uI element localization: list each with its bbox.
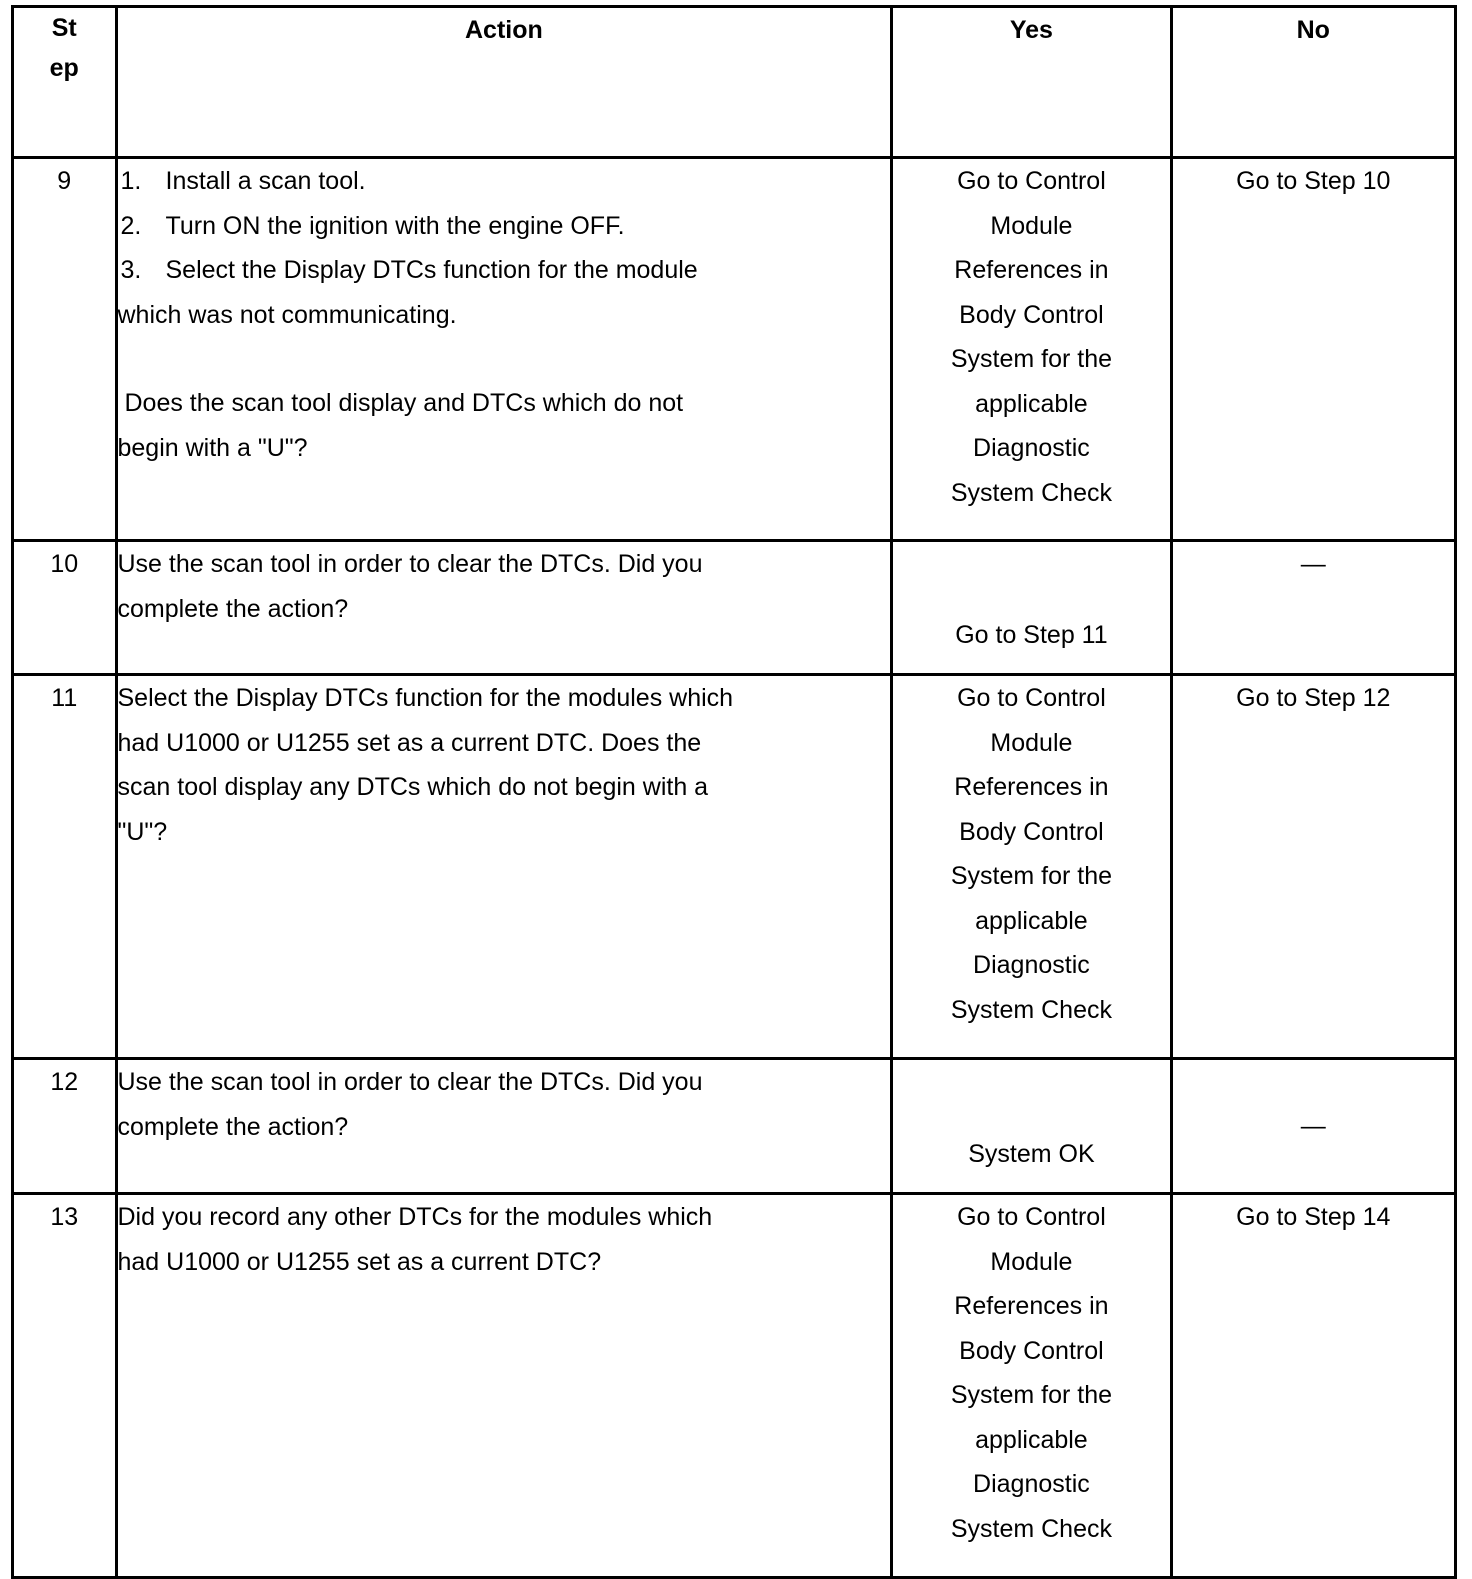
list-item: 3. Select the Display DTCs function for the module <box>120 256 698 284</box>
action-cell: Use the scan tool in order to clear the DTCs. Did you complete the action? <box>116 541 892 675</box>
header-row <box>13 7 1456 158</box>
no-cell: Go to Step 10 <box>1171 158 1455 541</box>
header-step-line2: ep <box>49 54 79 82</box>
diagnostic-table <box>11 5 1457 1579</box>
yes-cell: Go to Control Module References in Body Control System for the applicable Diagnostic System Check <box>892 1194 1171 1578</box>
action-steps-list <box>118 159 891 293</box>
header-step-line1: St <box>51 14 77 42</box>
yes-cell: System OK <box>892 1059 1171 1194</box>
yes-cell: Go to Control Module References in Body Control System for the applicable Diagnostic System Check <box>892 158 1171 541</box>
list-item: 2. Turn ON the ignition with the engine OFF. <box>120 211 625 240</box>
yes-cell: Go to Control Module References in Body Control System for the applicable Diagnostic System Check <box>892 675 1171 1059</box>
header-action: Action <box>116 7 892 158</box>
step-number: 9 <box>13 158 117 541</box>
action-cell: Select the Display DTCs function for the modules which had U1000 or U1255 set as a current DTC. Does the scan tool display any DTCs which do not begin with a "U"? <box>116 675 892 1059</box>
table-row <box>13 1194 1456 1578</box>
yes-cell: Go to Step 11 <box>892 541 1171 675</box>
no-cell: Go to Step 14 <box>1171 1194 1455 1578</box>
table-row <box>13 158 1456 541</box>
header-no: No <box>1171 7 1455 158</box>
table-row <box>13 541 1456 675</box>
action-continuation: which was not communicating. <box>117 300 457 329</box>
list-item: 1. Install a scan tool. <box>120 167 366 195</box>
action-cell: Use the scan tool in order to clear the DTCs. Did you complete the action? <box>116 1059 892 1194</box>
step-number: 11 <box>13 675 117 1059</box>
action-question: Does the scan tool display and DTCs which do not <box>124 389 684 417</box>
header-step <box>13 7 117 158</box>
step-number: 10 <box>13 541 117 675</box>
table-row <box>13 675 1456 1059</box>
table-row <box>13 1059 1456 1194</box>
no-cell: Go to Step 12 <box>1171 675 1455 1059</box>
action-question: begin with a "U"? <box>117 433 308 462</box>
header-yes: Yes <box>892 7 1171 158</box>
no-cell: — <box>1171 1059 1455 1194</box>
action-cell: Did you record any other DTCs for the modules which had U1000 or U1255 set as a current DTC? <box>116 1194 892 1578</box>
step-number: 12 <box>13 1059 117 1194</box>
step-number: 13 <box>13 1194 117 1578</box>
action-cell <box>116 158 892 541</box>
no-cell: — <box>1171 541 1455 675</box>
